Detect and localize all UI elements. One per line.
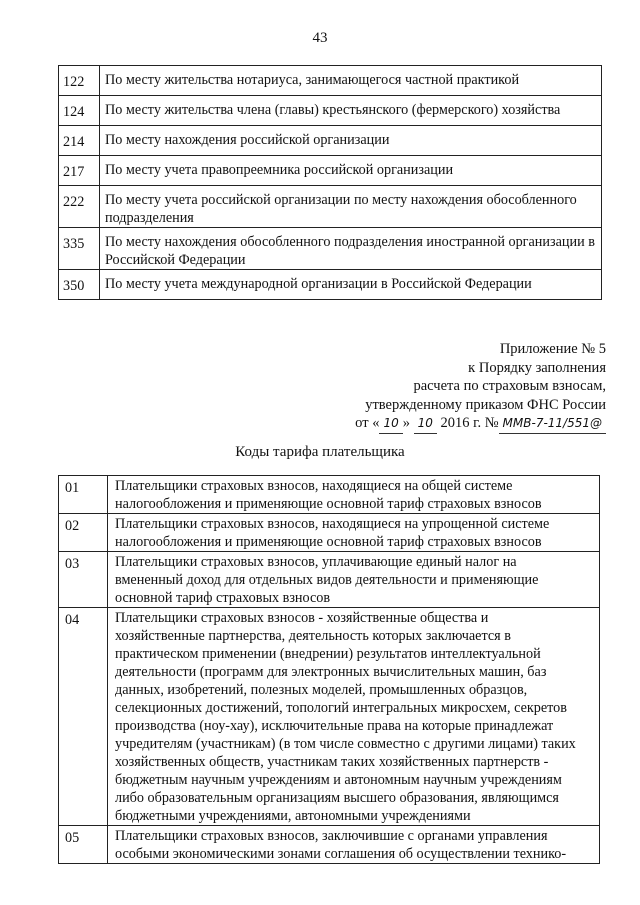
text-line: бюджетными учреждениями, автономными учреждениями xyxy=(115,808,471,824)
handwritten-order-number: ММВ-7-11/551@ xyxy=(499,414,606,434)
text-line: Плательщики страховых взносов, заключившие с органами управления xyxy=(115,828,548,844)
description-cell xyxy=(108,514,600,552)
text-line: бюджетным научным учреждениям и автономным научным учреждениям xyxy=(115,772,562,788)
code-cell: 02 xyxy=(59,514,108,552)
table-row xyxy=(59,826,600,864)
table-row xyxy=(59,126,602,156)
text-line: либо образовательным организациям высшего образования, являющимся xyxy=(115,790,559,806)
table-row xyxy=(59,228,602,270)
text-line: селекционных достижений, топологий интегральных микросхем, секретов xyxy=(115,700,567,716)
text-line: хозяйственных обществ, участникам таких хозяйственных партнерств - xyxy=(115,754,549,770)
appendix-line: к Порядку заполнения xyxy=(468,359,606,376)
description-cell: По месту жительства нотариуса, занимающегося частной практикой xyxy=(100,66,602,96)
text-line: практическом применении (внедрении) результатов интеллектуальной xyxy=(115,646,541,662)
page-number: 43 xyxy=(312,30,328,46)
code-cell: 222 xyxy=(59,186,100,228)
date-prefix: от « xyxy=(355,415,380,431)
code-cell: 335 xyxy=(59,228,100,270)
table-row xyxy=(59,552,600,608)
description-cell: По месту нахождения российской организации xyxy=(100,126,602,156)
description-cell: По месту учета российской организации по месту нахождения обособленного подразделения xyxy=(100,186,602,228)
date-separator: » xyxy=(402,415,410,431)
text-line: основной тариф страховых взносов xyxy=(115,590,331,606)
code-cell: 217 xyxy=(59,156,100,186)
table-row xyxy=(59,514,600,552)
code-cell: 05 xyxy=(59,826,108,864)
text-line: производства (ноу-хау), исключительные права на которые принадлежат xyxy=(115,718,554,734)
description-cell xyxy=(108,608,600,826)
text-line: налогообложения и применяющие основной тариф страховых взносов xyxy=(115,496,542,512)
code-cell: 214 xyxy=(59,126,100,156)
appendix-line: утвержденному приказом ФНС России xyxy=(365,396,606,413)
text-line: Плательщики страховых взносов, находящиеся на общей системе xyxy=(115,478,513,494)
text-line: Плательщики страховых взносов, уплачивающие единый налог на xyxy=(115,554,517,570)
text-line: хозяйственные партнерства, деятельность которых заключается в xyxy=(115,628,511,644)
code-cell: 124 xyxy=(59,96,100,126)
text-line: учредителям (участникам) (в том числе совместно с другими лицами) таких xyxy=(115,736,576,752)
appendix-line: расчета по страховым взносам, xyxy=(413,378,606,394)
code-cell: 04 xyxy=(59,608,108,826)
code-cell: 01 xyxy=(59,476,108,514)
text-line: особыми экономическими зонами соглашения об осуществлении технико- xyxy=(115,846,567,862)
description-cell: По месту учета международной организации в Российской Федерации xyxy=(100,270,602,300)
table-row xyxy=(59,96,602,126)
table-row xyxy=(59,156,602,186)
description-cell: По месту учета правопреемника российской организации xyxy=(100,156,602,186)
code-cell: 03 xyxy=(59,552,108,608)
description-cell xyxy=(108,826,600,864)
text-line: Плательщики страховых взносов, находящиеся на упрощенной системе xyxy=(115,516,550,532)
table-row xyxy=(59,66,602,96)
text-line: деятельности (программ для электронных вычислительных машин, баз xyxy=(115,664,547,680)
description-cell: По месту жительства члена (главы) крестьянского (фермерского) хозяйства xyxy=(100,96,602,126)
code-cell: 122 xyxy=(59,66,100,96)
table-row xyxy=(59,270,602,300)
description-cell: По месту нахождения обособленного подразделения иностранной организации в Российской Федерации xyxy=(100,228,602,270)
text-line: данных, изобретений, полезных моделей, промышленных образцов, xyxy=(115,682,528,698)
section-heading: Коды тарифа плательщика xyxy=(235,444,405,460)
table-row xyxy=(59,186,602,228)
appendix-title: Приложение № 5 xyxy=(499,341,606,357)
date-year: 2016 г. № xyxy=(440,415,499,431)
text-line: налогообложения и применяющие основной тариф страховых взносов xyxy=(115,534,542,550)
table-row xyxy=(59,608,600,826)
payer-tariff-codes-table xyxy=(58,475,600,864)
code-cell: 350 xyxy=(59,270,100,300)
description-cell xyxy=(108,476,600,514)
description-cell xyxy=(108,552,600,608)
appendix-date-line xyxy=(355,414,606,434)
table-row xyxy=(59,476,600,514)
text-line: Плательщики страховых взносов - хозяйственные общества и xyxy=(115,610,489,626)
handwritten-month: 10 xyxy=(414,414,437,434)
tax-authority-codes-table xyxy=(58,65,602,300)
text-line: вмененный доход для отдельных видов деятельности и применяющие xyxy=(115,572,539,588)
appendix-block xyxy=(355,340,606,434)
handwritten-day: 10 xyxy=(379,414,402,434)
